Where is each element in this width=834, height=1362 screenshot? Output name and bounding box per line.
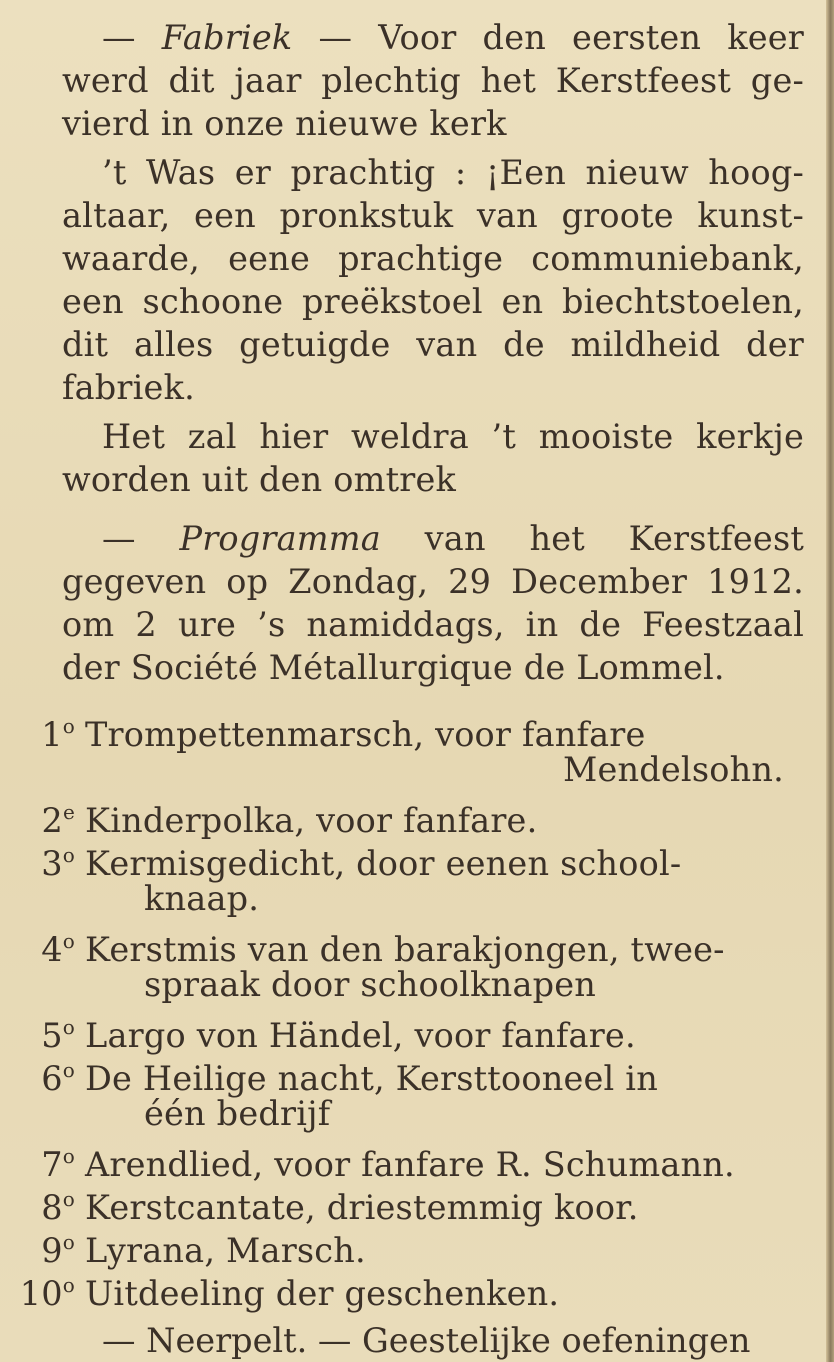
programme-item [41, 834, 804, 883]
fabriek-line-1: Voor den eersten keer [378, 18, 804, 57]
item-number: 9 [41, 1231, 63, 1270]
item-text-continued: één bedrijf [144, 1094, 331, 1133]
para2-line-2: altaar, een pronkstuk van groote kunst- [62, 196, 804, 235]
programma-line-4: der Société Métallurgique de Lommel. [62, 648, 725, 687]
item-ordinal: o [62, 843, 75, 867]
fabriek-heading: Fabriek [161, 18, 293, 57]
item-text: Kerstcantate, driestemmig koor. [85, 1188, 639, 1227]
item-text: Lyrana, Marsch. [85, 1231, 366, 1270]
programma-line-3: om 2 ure ’s namiddags, in de Feestzaal [62, 605, 804, 644]
item-number: 8 [41, 1188, 63, 1227]
item-text: Largo von Händel, voor fanfare. [85, 1016, 636, 1055]
item-text-continued: knaap. [144, 879, 260, 918]
programme-item [41, 1135, 804, 1184]
item-text: Arendlied, voor fanfare R. Schumann. [85, 1145, 735, 1184]
item-number: 3 [41, 844, 63, 883]
item-ordinal: o [62, 929, 75, 953]
item-text: Kerstmis van den barakjongen, twee- [85, 930, 725, 969]
para3-line-2: worden uit den omtrek [62, 460, 456, 499]
programma-heading: Programma [179, 519, 381, 558]
programma-first-line [62, 517, 804, 560]
para2-line-6: fabriek. [62, 368, 195, 407]
cutoff-text: — Neerpelt. — Geestelijke oefeningen [102, 1321, 751, 1360]
item-ordinal: o [62, 1230, 75, 1254]
item-ordinal: e [62, 800, 75, 824]
fabriek-dash: — [102, 18, 136, 57]
para2-line-1: ’t Was er prachtig : ¡Een nieuw hoog- [102, 153, 804, 192]
next-article-cutoff [62, 1321, 804, 1362]
column-rule [826, 0, 834, 1362]
programme-list [19, 705, 804, 1313]
item-number: 6 [41, 1059, 63, 1098]
programme-item [41, 1049, 804, 1098]
item-number: 5 [41, 1016, 63, 1055]
item-number: 7 [41, 1145, 63, 1184]
item-ordinal: o [62, 714, 75, 738]
programme-item [41, 791, 804, 840]
item-ordinal: o [62, 1058, 75, 1082]
programme-item [41, 1006, 804, 1055]
fabriek-first-line [62, 16, 804, 59]
programme-item [41, 705, 804, 754]
item-composer: Mendelsohn. [562, 750, 784, 789]
programma-line-2: gegeven op Zondag, 29 December 1912. [62, 562, 804, 601]
item-text: Kermisgedicht, door eenen school- [85, 844, 682, 883]
item-ordinal: o [62, 1187, 75, 1211]
para3-line-1: Het zal hier weldra ’t mooiste kerkje [102, 417, 804, 456]
item-ordinal: o [62, 1144, 75, 1168]
para2-line-3: waarde, eene prachtige communiebank, [62, 239, 804, 278]
programme-item [19, 1264, 804, 1313]
programme-item [41, 920, 804, 969]
item-ordinal: o [62, 1015, 75, 1039]
item-text: De Heilige nacht, Kersttooneel in [85, 1059, 658, 1098]
item-text: Kinderpolka, voor fanfare. [85, 801, 538, 840]
programma-line-1: van het Kerstfeest [424, 519, 805, 558]
item-number: 1 [41, 715, 63, 754]
item-number: 10 [19, 1274, 63, 1313]
item-ordinal: o [62, 1273, 75, 1297]
para2-line-4: een schoone preëkstoel en biechtstoelen, [62, 282, 804, 321]
fabriek-line-2: werd dit jaar plechtig het Kerstfeest ge- [62, 61, 804, 100]
fabriek-dash-2: — [318, 18, 353, 57]
para2-line-5: dit alles getuigde van de mildheid der [62, 325, 804, 364]
article-column [19, 16, 805, 1313]
fabriek-line-3: vierd in onze nieuwe kerk [62, 104, 507, 143]
item-number: 2 [41, 801, 63, 840]
item-text: Trompettenmarsch, voor fanfare [85, 715, 646, 754]
item-number: 4 [41, 930, 63, 969]
item-text: Uitdeeling der geschenken. [85, 1274, 560, 1313]
programma-dash: — [102, 519, 136, 558]
item-text-continued: spraak door schoolknapen [144, 965, 597, 1004]
